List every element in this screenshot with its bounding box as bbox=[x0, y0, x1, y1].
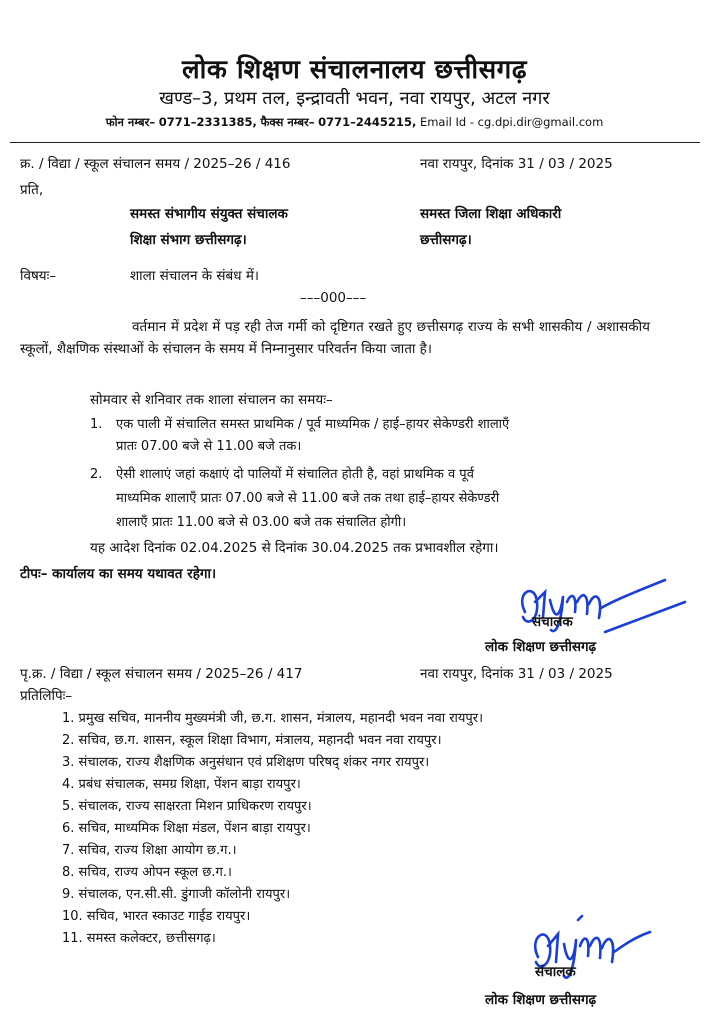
cc-recipient-5: 5. संचालक, राज्य साक्षरता मिशन प्राधिकरण रायपुर। bbox=[62, 799, 312, 814]
sign-title: संचालक bbox=[532, 614, 573, 630]
point-2-number: 2. bbox=[90, 467, 103, 482]
copy-ref-no: पृ.क्र. / विद्या / स्कूल संचालन समय / 2025–26 / 417 bbox=[20, 666, 303, 682]
email: Email Id - cg.dpi.dir@gmail.com bbox=[419, 115, 604, 129]
signature-2 bbox=[520, 912, 705, 992]
fax-label: फैक्स नम्बर– bbox=[260, 115, 315, 129]
validity-line: यह आदेश दिनांक 02.04.2025 से दिनांक 30.04.2025 तक प्रभावशील रहेगा। bbox=[90, 540, 499, 556]
fax-number: 0771–2445215, bbox=[318, 115, 417, 129]
recipient-2-line1: समस्त जिला शिक्षा अधिकारी bbox=[420, 206, 562, 222]
note-line: टीपः– कार्यालय का समय यथावत रहेगा। bbox=[20, 566, 217, 582]
cc-recipient-7: 7. सचिव, राज्य शिक्षा आयोग छ.ग.। bbox=[62, 843, 237, 858]
cc-recipient-4: 4. प्रबंध संचालक, समग्र शिक्षा, पेंशन बाड़ा रायपुर। bbox=[62, 777, 301, 792]
subject-text: शाला संचालन के संबंध में। bbox=[130, 268, 260, 284]
body-paragraph-text: वर्तमान में प्रदेश में पड़ रही तेज गर्मी को दृष्टिगत रखते हुए छत्तीसगढ़ राज्य के सभी शासकीय / अशासकीय स्कूलों, शैक्षणिक संस्थाओं के संचालन के समय में निम्नानुसार परिवर्तन किया जाता है। bbox=[20, 319, 650, 357]
contact-line bbox=[0, 115, 709, 130]
office-address: खण्ड–3, प्रथम तल, इन्द्रावती भवन, नवा रायपुर, अटल नगर bbox=[159, 88, 550, 109]
recipient-1-line2: शिक्षा संभाग छत्तीसगढ़। bbox=[130, 232, 247, 248]
order-ref-no: क्र. / विद्या / स्कूल संचालन समय / 2025–26 / 416 bbox=[20, 156, 291, 172]
point-1-number: 1. bbox=[90, 417, 103, 432]
cc-recipient-11: 11. समस्त कलेक्टर, छत्तीसगढ़। bbox=[62, 931, 216, 946]
subject-label: विषयः– bbox=[20, 268, 57, 284]
point-2-line2: माध्यमिक शालाएँ प्रातः 07.00 बजे से 11.00 बजे तक तथा हाई–हायर सेकेण्डरी bbox=[116, 491, 500, 506]
office-name: लोक शिक्षण संचालनालय छत्तीसगढ़ bbox=[182, 55, 527, 85]
copy-sign-office: लोक शिक्षण छत्तीसगढ़ bbox=[485, 992, 597, 1008]
copy-sign-title: संचालक bbox=[535, 964, 576, 980]
recipient-1-line1: समस्त संभागीय संयुक्त संचालक bbox=[130, 206, 288, 222]
recipient-2-line2: छत्तीसगढ़। bbox=[420, 232, 472, 248]
signature-1 bbox=[505, 572, 705, 642]
cc-recipient-6: 6. सचिव, माध्यमिक शिक्षा मंडल, पेंशन बाड़ा रायपुर। bbox=[62, 821, 311, 836]
cc-recipient-9: 9. संचालक, एन.सी.सी. डुंगाजी कॉलोनी रायपुर। bbox=[62, 887, 291, 902]
point-2-line1: ऐसी शालाएं जहां कक्षाएं दो पालियों में संचालित होती है, वहां प्राथमिक व पूर्व bbox=[116, 467, 474, 482]
point-1-line1: एक पाली में संचालित समस्त प्राथमिक / पूर्व माध्यमिक / हाई–हायर सेकेण्डरी शालाएँ bbox=[116, 417, 510, 432]
cc-label: प्रतिलिपिः– bbox=[20, 688, 73, 704]
sign-office: लोक शिक्षण छत्तीसगढ़ bbox=[485, 639, 597, 655]
order-place-date: नवा रायपुर, दिनांक 31 / 03 / 2025 bbox=[420, 156, 613, 172]
header-divider bbox=[10, 142, 700, 143]
phone-label: फोन नम्बर– bbox=[105, 115, 156, 129]
cc-recipient-3: 3. संचालक, राज्य शैक्षणिक अनुसंधान एवं प्रशिक्षण परिषद् शंकर नगर रायपुर। bbox=[62, 755, 430, 770]
phone-number: 0771–2331385, bbox=[158, 115, 257, 129]
copy-place-date: नवा रायपुर, दिनांक 31 / 03 / 2025 bbox=[420, 666, 613, 682]
cc-recipient-1: 1. प्रमुख सचिव, माननीय मुख्यमंत्री जी, छ.ग. शासन, मंत्रालय, महानदी भवन नवा रायपुर। bbox=[62, 711, 484, 726]
cc-recipient-2: 2. सचिव, छ.ग. शासन, स्कूल शिक्षा विभाग, मंत्रालय, महानदी भवन नवा रायपुर। bbox=[62, 733, 442, 748]
schedule-heading: सोमवार से शनिवार तक शाला संचालन का समयः– bbox=[90, 392, 333, 408]
point-2-line3: शालाएँ प्रातः 11.00 बजे से 03.00 बजे तक संचालित होगी। bbox=[116, 515, 407, 530]
point-1-line2: प्रातः 07.00 बजे से 11.00 बजे तक। bbox=[116, 439, 302, 454]
to-label: प्रति, bbox=[20, 182, 44, 198]
cc-recipient-8: 8. सचिव, राज्य ओपन स्कूल छ.ग.। bbox=[62, 865, 232, 880]
body-paragraph bbox=[20, 316, 650, 360]
cc-recipient-10: 10. सचिव, भारत स्काउट गाईड रायपुर। bbox=[62, 909, 251, 924]
separator: –––000––– bbox=[300, 290, 367, 306]
